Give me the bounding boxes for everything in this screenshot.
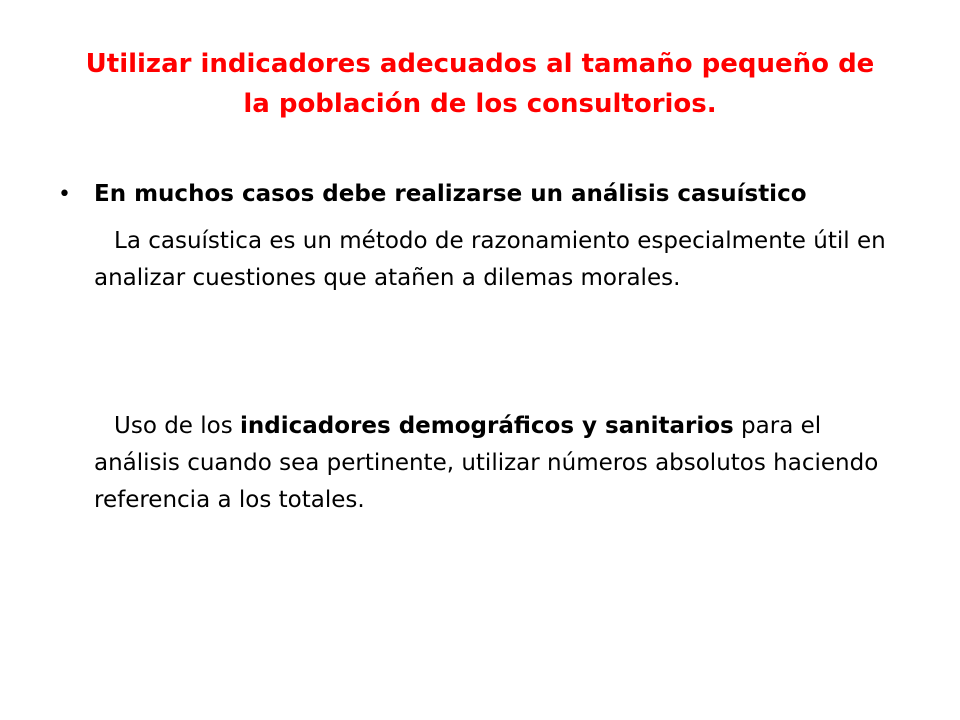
slide-title (40, 44, 920, 124)
bullet-text: En muchos casos debe realizarse un análisis casuístico (94, 181, 807, 207)
body-paragraph-indicadores (94, 408, 914, 519)
body-paragraph-casuistica: La casuística es un método de razonamiento especialmente útil en analizar cuestiones que atañen a dilemas morales. (94, 228, 886, 291)
bullet-marker: • (58, 182, 71, 207)
paragraph-text-before: Uso de los (114, 413, 241, 439)
slide-title-line-2: la población de los consultorios. (243, 89, 717, 119)
paragraph-bold-phrase: indicadores demográficos y sanitarios (240, 413, 734, 439)
paragraph-text-after: para el análisis cuando sea pertinente, utilizar números absolutos haciendo referencia a los totales. (94, 413, 879, 513)
slide-title-line-1: Utilizar indicadores adecuados al tamaño pequeño de (85, 49, 875, 79)
